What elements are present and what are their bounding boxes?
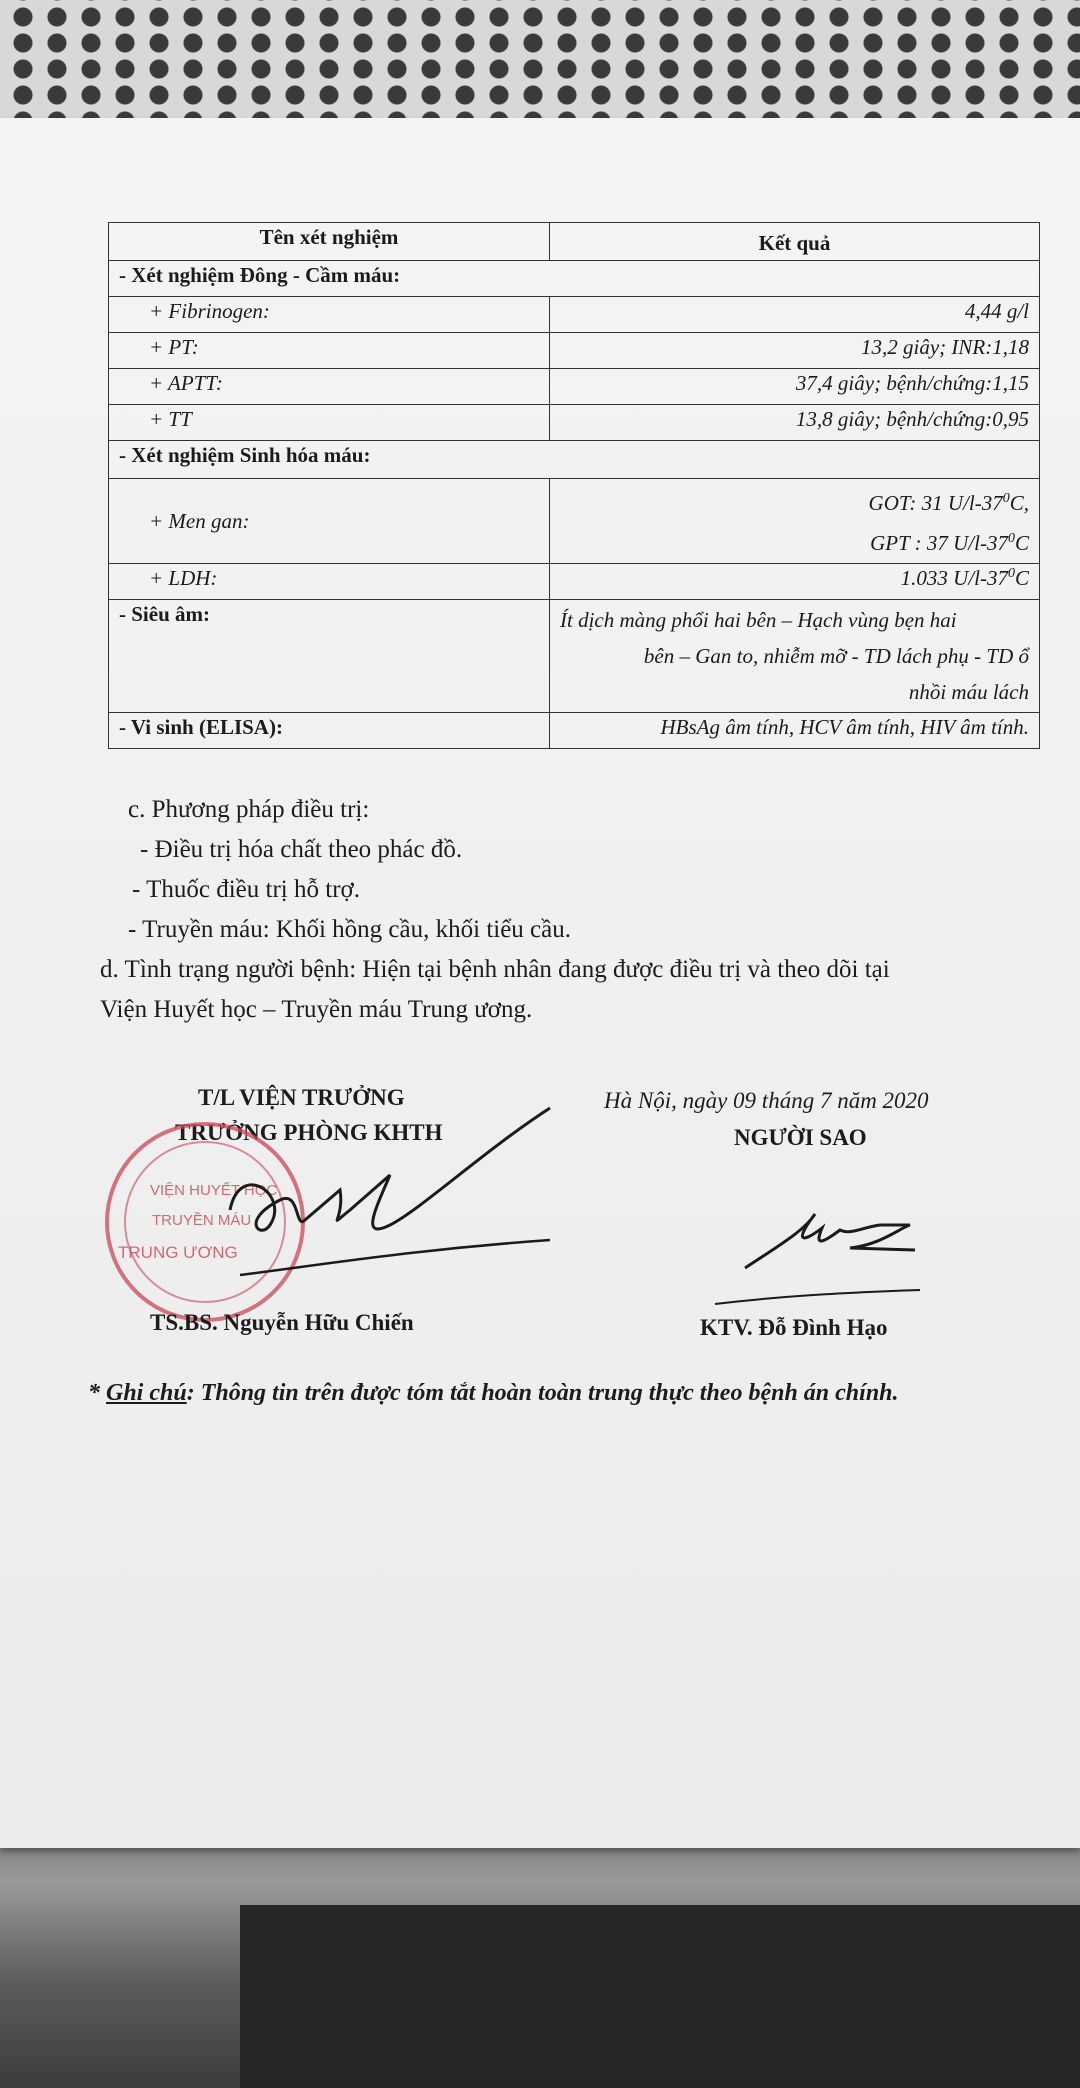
official-stamp-and-signature [90,1100,560,1340]
ultrasound-value: Ít dịch màng phổi hai bên – Hạch vùng bẹn hai bên – Gan to, nhiễm mỡ - TD lách phụ - TD ổ nhồi máu lách [550,600,1040,713]
list-item: - Thuốc điều trị hỗ trợ. [132,876,360,903]
row-name: + APTT: [109,369,550,405]
row-value: 13,8 giây; bệnh/chứng:0,95 [550,405,1040,441]
right-signer-name: KTV. Đỗ Đình Hạo [700,1315,888,1340]
table-row [109,479,1040,564]
row-name: - Vi sinh (ELISA): [109,713,550,749]
table-row [109,333,1040,369]
signature-stroke [745,1214,915,1268]
row-name: + Fibrinogen: [109,297,550,333]
section-coagulation: - Xét nghiệm Đông - Cầm máu: [109,261,1040,297]
row-name: + PT: [109,333,550,369]
stamp-text-3: TRUNG ƯƠNG [118,1243,238,1262]
table-row [109,297,1040,333]
status-line: Viện Huyết học – Truyền máu Trung ương. [100,996,533,1023]
row-name: + TT [109,405,550,441]
row-value: 4,44 g/l [550,297,1040,333]
list-item: - Điều trị hóa chất theo phác đồ. [140,836,463,863]
signature-underline [715,1290,920,1304]
table-row [109,713,1040,749]
left-signer-name: TS.BS. Nguyễn Hữu Chiến [150,1310,414,1335]
perforated-metal-background [0,0,1080,130]
status-line: d. Tình trạng người bệnh: Hiện tại bệnh nhân đang được điều trị và theo dõi tại [100,956,890,983]
footnote-text: : Thông tin trên được tóm tắt hoàn toàn trung thực theo bệnh án chính. [186,1380,899,1406]
desk-shadow [240,1905,1080,2088]
left-title-1: T/L VIỆN TRƯỞNG [198,1085,405,1110]
row-name: + Men gan: [109,479,550,564]
right-title: NGƯỜI SAO [734,1125,867,1150]
right-signature [700,1200,930,1310]
stamp-text-2: TRUYỀN MÁU [152,1212,252,1229]
ldh-value: 1.033 $U/l-37^0C$ [550,564,1040,600]
footnote: * Ghi chú: Thông tin trên được tóm tắt hoàn toàn trung thực theo bệnh án chính. [88,1380,899,1406]
section-biochemistry: - Xét nghiệm Sinh hóa máu: [109,441,1040,479]
row-name: + LDH: [109,564,550,600]
row-value: 13,2 giây; INR:1,18 [550,333,1040,369]
header-test-name: Tên xét nghiệm [109,223,550,261]
footnote-label: Ghi chú [106,1380,187,1406]
table-row [109,369,1040,405]
signature-underline [240,1240,550,1275]
header-result: Kết quả [550,223,1040,261]
treatment-heading: c. Phương pháp điều trị: [128,796,370,823]
signature-stroke [230,1108,550,1230]
list-item: - Truyền máu: Khối hồng cầu, khối tiểu cầu. [128,916,571,943]
red-stamp [107,1124,303,1320]
table-row [109,600,1040,713]
left-title-2: TRƯỞNG PHÒNG KHTH [175,1120,443,1145]
liver-values [550,479,1040,564]
row-value: 37,4 giây; bệnh/chứng:1,15 [550,369,1040,405]
got-value: GOT: 31 $U/l-37^0C$, [868,491,1029,515]
row-value: HBsAg âm tính, HCV âm tính, HIV âm tính. [550,713,1040,749]
treatment-section [100,790,1060,1030]
signature-date: Hà Nội, ngày 09 tháng 7 năm 2020 [604,1088,929,1113]
row-name: - Siêu âm: [109,600,550,713]
table-row [109,564,1040,600]
stamp-text-1: VIỆN HUYẾT HỌC [150,1182,278,1199]
test-results-table [108,222,1040,749]
table-row [109,405,1040,441]
gpt-value: GPT : 37 $U/l-37^0C$ [870,531,1029,555]
